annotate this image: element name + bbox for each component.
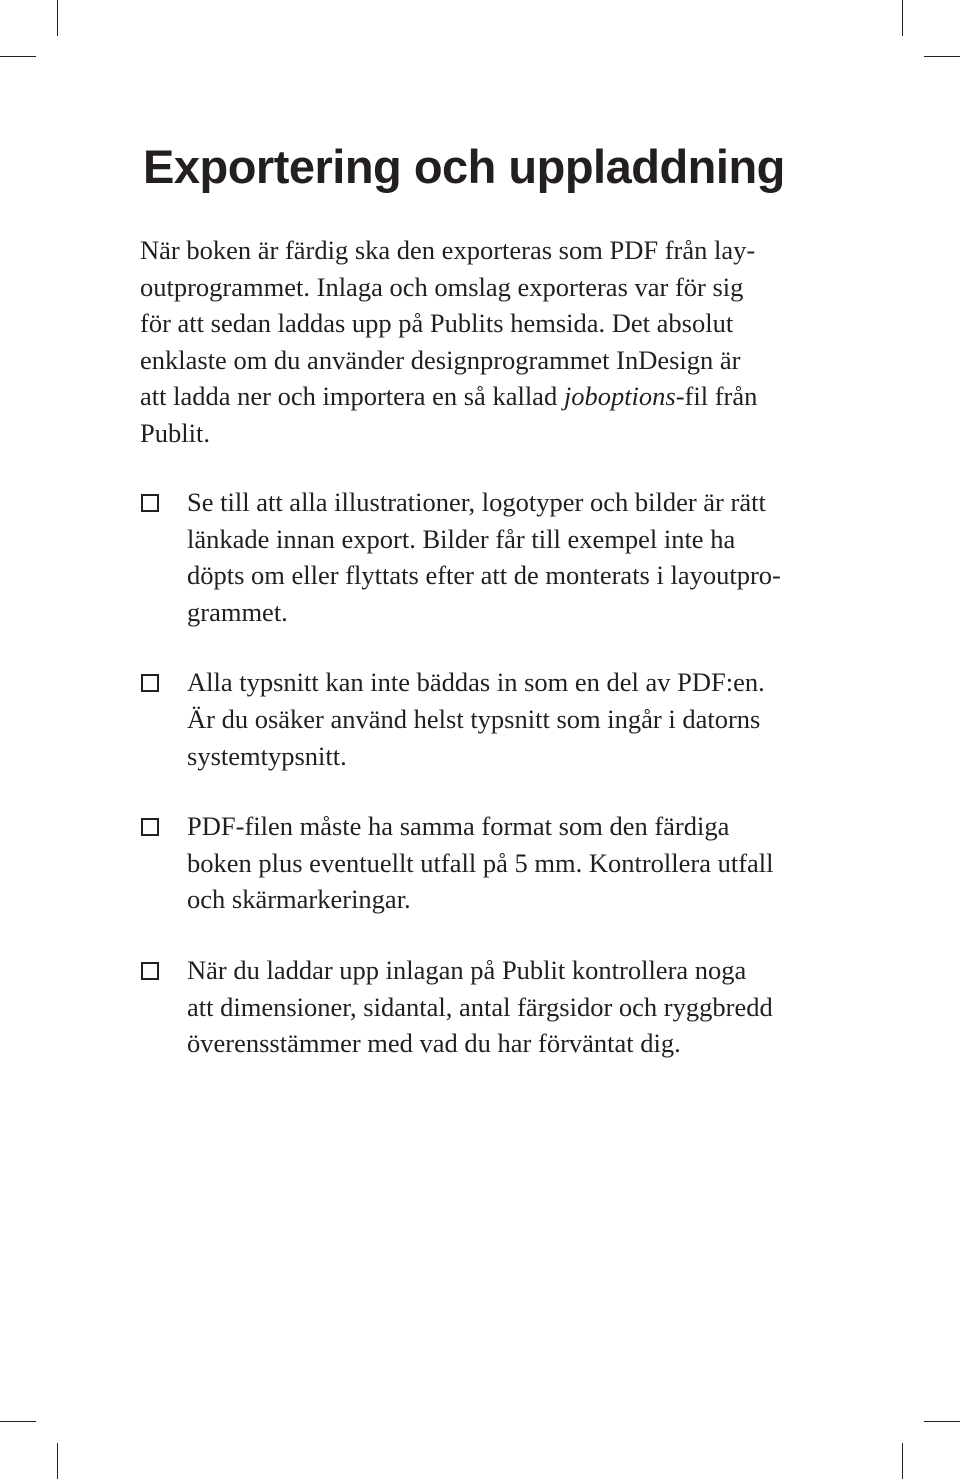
intro-line: för att sedan laddas upp på Publits hemsida. Det absolut: [140, 308, 734, 339]
intro-text: att ladda ner och importera en så kallad: [140, 381, 564, 412]
checklist-item-line: systemtypsnitt.: [187, 740, 347, 771]
checklist: [140, 484, 830, 1062]
crop-mark-top-right-horizontal: [924, 56, 960, 57]
intro-line: Publit.: [140, 417, 210, 448]
crop-mark-top-right-vertical: [902, 0, 903, 36]
joboptions-term: joboptions: [563, 381, 676, 412]
checklist-item-line: Alla typsnitt kan inte bäddas in som en del av PDF:en.: [187, 667, 765, 698]
intro-line: enklaste om du använder designprogrammet InDesign är: [140, 344, 741, 375]
checklist-item-line: grammet.: [187, 596, 288, 627]
checklist-item: [140, 664, 830, 774]
checklist-item: [140, 952, 830, 1062]
checklist-item: [140, 484, 830, 630]
checkbox-icon[interactable]: [141, 962, 159, 980]
checklist-item-line: Är du osäker använd helst typsnitt som ingår i datorns: [187, 703, 761, 734]
checklist-item-line: När du laddar upp inlagan på Publit kontrollera noga: [187, 954, 747, 985]
checkbox-icon[interactable]: [141, 674, 159, 692]
checklist-item: [140, 808, 830, 918]
checklist-item-line: Se till att alla illustrationer, logotyper och bilder är rätt: [187, 487, 766, 517]
crop-mark-bottom-right-vertical: [902, 1443, 903, 1479]
intro-text: -fil från: [675, 381, 758, 412]
checklist-item-line: PDF-filen måste ha samma format som den färdiga: [187, 811, 730, 842]
intro-line: När boken är färdig ska den exporteras som PDF från lay-: [140, 235, 756, 265]
page-title: Exportering och uppladdning: [143, 140, 785, 193]
checklist-item-line: att dimensioner, sidantal, antal färgsidor och ryggbredd: [187, 991, 773, 1022]
checklist-item-line: och skärmarkeringar.: [187, 884, 411, 915]
checkbox-icon[interactable]: [141, 494, 159, 512]
intro-paragraph: [140, 232, 820, 452]
checklist-item-line: överensstämmer med vad du har förväntat dig.: [187, 1028, 681, 1059]
crop-mark-bottom-left-horizontal: [0, 1421, 36, 1422]
intro-line: outprogrammet. Inlaga och omslag exporteras var för sig: [140, 271, 744, 302]
intro-line: [140, 378, 820, 415]
checklist-item-line: döpts om eller flyttats efter att de monterats i layoutpro-: [187, 560, 781, 591]
crop-mark-bottom-left-vertical: [57, 1443, 58, 1479]
checklist-item-line: boken plus eventuellt utfall på 5 mm. Kontrollera utfall: [187, 847, 774, 878]
checkbox-icon[interactable]: [141, 818, 159, 836]
crop-mark-top-left-horizontal: [0, 56, 36, 57]
crop-mark-bottom-right-horizontal: [924, 1421, 960, 1422]
crop-mark-top-left-vertical: [57, 0, 58, 36]
checklist-item-line: länkade innan export. Bilder får till exempel inte ha: [187, 523, 736, 554]
